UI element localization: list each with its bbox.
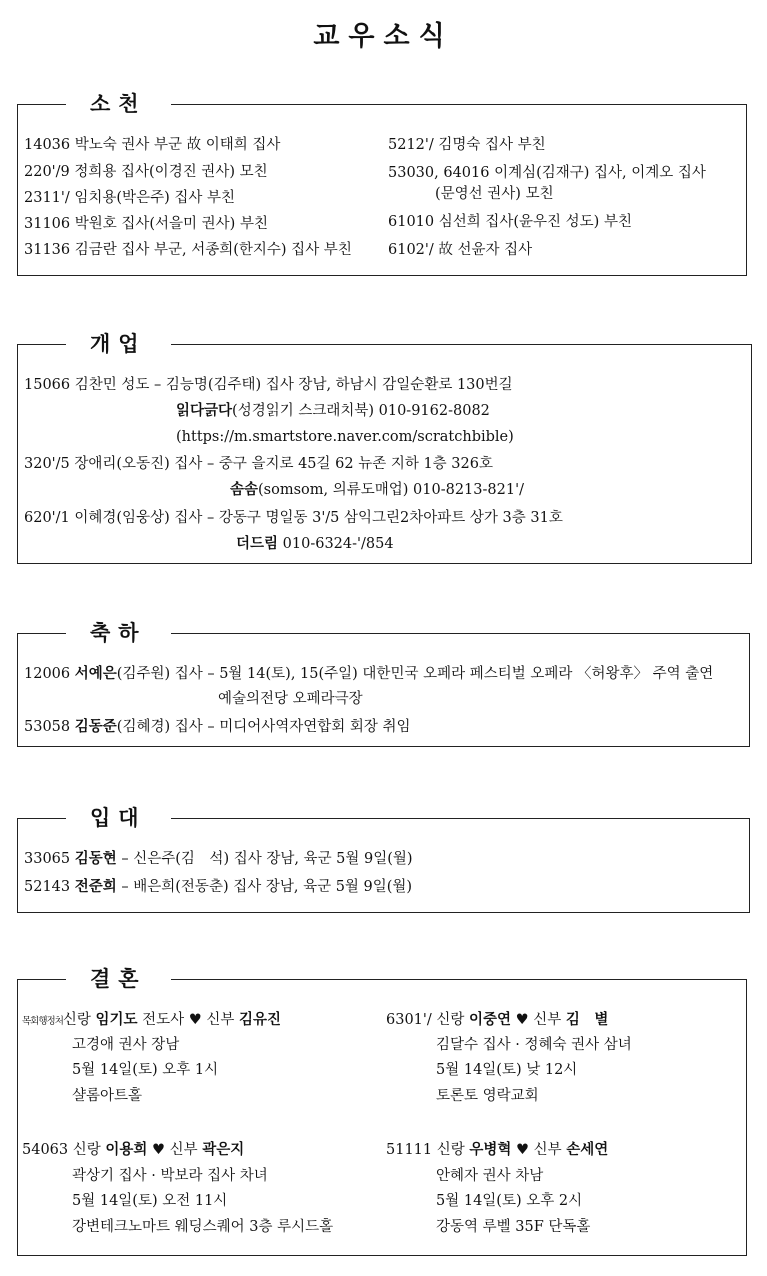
wedding-date: 5월 14일(토) 오전 11시: [72, 1193, 228, 1209]
member-name: 김동준: [74, 718, 117, 735]
list-item: 6102'/ 故 선윤자 집사: [388, 242, 533, 258]
member-number: 51111: [386, 1142, 433, 1158]
bride-name: 곽은지: [202, 1141, 245, 1158]
list-item: 5212'/ 김명숙 집사 부친: [388, 137, 546, 153]
member-name: 김동현: [74, 850, 117, 867]
item-detail: (김혜경) 집사 – 미디어사역자연합회 회장 취임: [116, 719, 411, 735]
member-number: 53058: [24, 719, 71, 735]
list-item: [24, 850, 413, 868]
bride-name: 김 별: [565, 1011, 609, 1028]
groom-name: 임기도: [95, 1011, 138, 1028]
business-info: [176, 402, 490, 420]
section-chukha: [17, 620, 750, 747]
list-item: 31106 박원호 집사(서을미 권사) 부친: [24, 216, 268, 232]
business-info: [236, 535, 394, 553]
member-name: 전준희: [74, 878, 117, 895]
groom-name: 이용희: [105, 1141, 148, 1158]
groom-name: 우병혁: [469, 1141, 512, 1158]
list-item: 53030, 64016 이계심(김재구) 집사, 이계오 집사: [388, 165, 706, 181]
wedding-connector: ♥ 신부: [511, 1012, 566, 1028]
wedding-family: 김달수 집사 · 정혜숙 권사 삼녀: [436, 1037, 632, 1053]
groom-label: 신랑: [436, 1012, 470, 1028]
business-info: [230, 481, 524, 499]
wedding-venue: 강동역 루벨 35F 단독홀: [436, 1219, 591, 1235]
section-title: 축하: [66, 620, 171, 646]
member-number: 54063: [22, 1142, 69, 1158]
business-detail: 010-6324-'/854: [278, 536, 394, 552]
wedding-family: 고경애 권사 장남: [72, 1037, 180, 1053]
list-item: 15066 김찬민 성도 – 김능명(김주태) 집사 장남, 하남시 감일순환로 130번길: [24, 377, 513, 393]
list-item: 2311'/ 임치용(박은주) 집사 부친: [24, 190, 235, 206]
member-number: 12006: [24, 666, 71, 682]
section-title: 입대: [66, 805, 171, 831]
wedding-venue: 강변테크노마트 웨딩스퀘어 3층 루시드홀: [72, 1219, 334, 1235]
list-item: 14036 박노숙 권사 부군 故 이태희 집사: [24, 137, 281, 153]
list-item: 61010 심선희 집사(윤우진 성도) 부친: [388, 214, 632, 230]
wedding-heading: [22, 1011, 281, 1031]
wedding-family: 곽상기 집사 · 박보라 집사 차녀: [72, 1168, 268, 1184]
item-detail: (김주원) 집사 – 5월 14(토), 15(주일) 대한민국 오페라 페스티벌 오페라 〈허왕후〉 주역 출연: [116, 666, 714, 682]
list-item: [24, 878, 412, 896]
list-item: (문영선 권사) 모친: [435, 186, 554, 202]
section-gyeolhon: [17, 966, 747, 1256]
section-title: 개업: [66, 331, 171, 357]
list-item: [24, 665, 713, 683]
business-name: 더드림: [236, 535, 279, 552]
section-title: 결혼: [66, 966, 171, 992]
groom-name: 이중연: [469, 1011, 512, 1028]
wedding-venue: 토론토 영락교회: [436, 1088, 539, 1104]
wedding-connector: ♥ 신부: [511, 1142, 567, 1158]
groom-label: 신랑: [62, 1012, 96, 1028]
page-title: 교우소식: [313, 21, 454, 52]
business-detail: (성경읽기 스크래치북) 010-9162-8082: [232, 403, 490, 419]
member-number: 6301'/: [386, 1012, 432, 1028]
wedding-venue: 샬롬아트홀: [72, 1088, 143, 1104]
item-detail-extra: 예술의전당 오페라극장: [218, 691, 363, 707]
member-name: 서예은: [74, 665, 117, 682]
wedding-heading: [386, 1141, 608, 1159]
section-sochun: [17, 91, 747, 276]
section-gaeup: [17, 331, 752, 564]
wedding-heading: [386, 1011, 608, 1029]
business-name: 솜솜: [230, 481, 259, 498]
bride-name: 김유진: [239, 1011, 282, 1028]
member-number: 33065: [24, 851, 71, 867]
member-number: 목회행정처: [22, 1016, 63, 1027]
wedding-connector: ♥ 신부: [147, 1142, 203, 1158]
wedding-date: 5월 14일(토) 낮 12시: [436, 1062, 578, 1078]
list-item: 620'/1 이혜경(임웅상) 집사 – 강동구 명일동 3'/5 삼익그린2차아파트 상가 3층 31호: [24, 510, 563, 526]
item-detail: – 배은희(전동춘) 집사 장남, 육군 5월 9일(월): [116, 879, 413, 895]
list-item: 320'/5 장애리(오동진) 집사 – 중구 을지로 45길 62 뉴존 지하 1층 326호: [24, 456, 493, 472]
list-item: 220'/9 정희용 집사(이경진 권사) 모친: [24, 164, 268, 180]
wedding-family: 안혜자 권사 차남: [436, 1168, 544, 1184]
section-ipdae: [17, 805, 750, 913]
wedding-heading: [22, 1141, 244, 1159]
business-detail: (somsom, 의류도매업) 010-8213-821'/: [258, 482, 524, 498]
wedding-date: 5월 14일(토) 오후 2시: [436, 1193, 583, 1209]
business-url: (https://m.smartstore.naver.com/scratchbible): [176, 429, 514, 445]
wedding-date: 5월 14일(토) 오후 1시: [72, 1062, 219, 1078]
member-number: 52143: [24, 879, 71, 895]
section-title: 소천: [66, 91, 171, 117]
groom-label: 신랑: [436, 1142, 470, 1158]
business-name: 읽다긁다: [176, 402, 233, 419]
groom-label: 신랑: [72, 1142, 106, 1158]
item-detail: – 신은주(김 석) 집사 장남, 육군 5월 9일(월): [116, 851, 413, 867]
list-item: 31136 김금란 집사 부군, 서종희(한지수) 집사 부친: [24, 242, 352, 258]
list-item: [24, 718, 411, 736]
wedding-connector: 전도사 ♥ 신부: [137, 1012, 240, 1028]
bride-name: 손세연: [566, 1141, 609, 1158]
